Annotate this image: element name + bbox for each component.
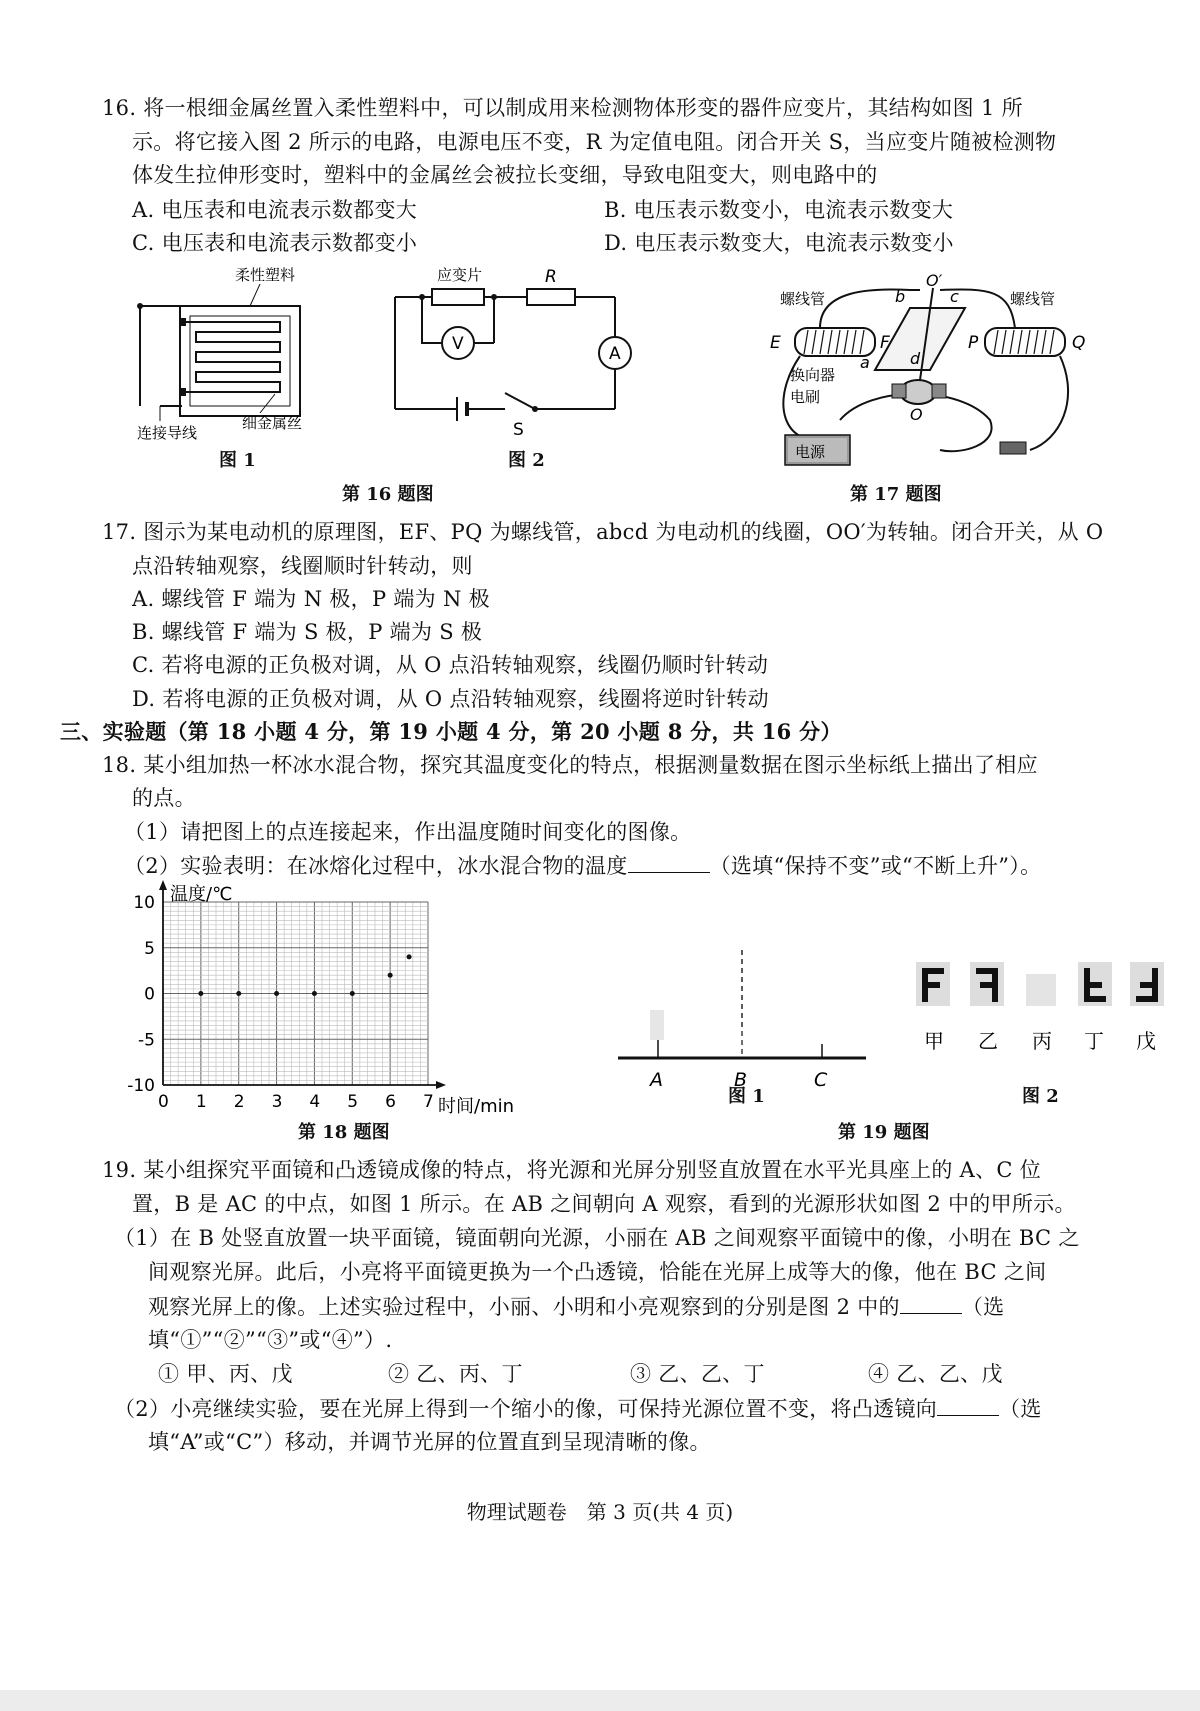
y-tick-label: -5: [138, 1030, 155, 1051]
q17-option-d: D. 若将电源的正负极对调，从 O 点沿转轴观察，线圈将逆时针转动: [132, 687, 769, 711]
x-axis-label: 时间/min: [438, 1096, 515, 1117]
q17-option-c: C. 若将电源的正负极对调，从 O 点沿转轴观察，线圈仍顺时针转动: [132, 653, 769, 677]
q16-stem-line1: 16. 将一根细金属丝置入柔性塑料中，可以制成用来检测物体形变的器件应变片，其结构如图 1 所: [102, 96, 1023, 120]
q16-stem-line2: 示。将它接入图 2 所示的电路，电源电压不变，R 为定值电阻。闭合开关 S，当应变片随被检测物: [132, 130, 1057, 154]
q19-choice-3: ③ 乙、乙、丁: [630, 1362, 765, 1386]
q19-part1-line4: 填“①”“②”“③”或“④”）.: [148, 1328, 393, 1352]
q19-part1-answer-blank[interactable]: [900, 1291, 962, 1314]
fig19-caption: 第 19 题图: [838, 1122, 930, 1143]
fig17-caption: 第 17 题图: [850, 484, 942, 505]
label-commutator: 换向器: [790, 366, 836, 384]
q18-part2-text-b: （选填“保持不变”或“不断上升”）。: [709, 854, 1042, 878]
label-d: d: [910, 349, 921, 368]
fig18-caption: 第 18 题图: [298, 1122, 390, 1143]
label-q: Q: [1072, 333, 1086, 353]
q19-choice-2: ② 乙、丙、丁: [388, 1362, 523, 1386]
label-switch-s: S: [513, 420, 524, 440]
shape-ding-icon: [1078, 962, 1112, 1006]
label-position-b: B: [734, 1069, 748, 1091]
label-e: E: [770, 333, 781, 353]
image-shapes-figure: [908, 960, 1168, 1080]
temperature-time-chart: [115, 880, 545, 1120]
shape-bing-icon: [1026, 974, 1056, 1006]
label-o-prime: O′: [926, 271, 943, 290]
label-coil-right: 螺线管: [1010, 290, 1056, 308]
fig16-2-caption: 图 2: [508, 450, 545, 471]
label-p: P: [968, 333, 979, 353]
fig19-2-caption: 图 2: [1022, 1086, 1059, 1107]
x-tick-label: 1: [195, 1092, 207, 1112]
label-strain-gauge: 应变片: [437, 266, 483, 284]
shape-jia-icon: [916, 962, 950, 1006]
page-footer: 物理试题卷 第 3 页(共 4 页): [466, 1500, 734, 1524]
q19-part2-line2: 填“A”或“C”）移动，并调节光屏的位置直到呈现清晰的像。: [148, 1430, 711, 1454]
q18-part2: [124, 850, 1041, 881]
label-brush: 电刷: [790, 388, 821, 406]
motor-diagram: [760, 271, 1090, 500]
x-tick-label: 3: [271, 1092, 283, 1112]
q17-stem-line2: 点沿转轴观察，线圈顺时针转动，则: [132, 554, 473, 578]
label-power-source: 电源: [795, 443, 826, 461]
shape-label-wu: 戊: [1136, 1029, 1156, 1053]
q19-choice-1: ① 甲、丙、戊: [158, 1362, 293, 1386]
shape-label-yi: 乙: [978, 1029, 998, 1053]
q19-stem-line2: 置，B 是 AC 的中点，如图 1 所示。在 AB 之间朝向 A 观察，看到的光源形状如图 2 中的甲所示。: [132, 1192, 1076, 1216]
data-point: [312, 991, 317, 996]
label-metal-wire: 细金属丝: [242, 414, 303, 432]
data-point: [274, 991, 279, 996]
data-point: [388, 973, 393, 978]
x-tick-label: 6: [385, 1092, 396, 1112]
q19-part2-line1-tail: （选: [999, 1397, 1042, 1421]
fig16-1-caption: 图 1: [219, 450, 256, 471]
label-position-c: C: [814, 1069, 828, 1091]
x-tick-label: 7: [423, 1092, 434, 1112]
q16-option-c: C. 电压表和电流表示数都变小: [132, 231, 418, 255]
label-a: a: [860, 353, 870, 372]
data-point: [236, 991, 241, 996]
y-tick-label: 10: [133, 893, 155, 913]
shape-label-jia: 甲: [924, 1029, 944, 1053]
dashed-line-top: [740, 950, 746, 1030]
q16-option-b: B. 电压表示数变小，电流表示数变大: [604, 198, 954, 222]
x-tick-label: 0: [158, 1092, 169, 1112]
y-tick-label: 5: [144, 938, 155, 959]
q16-option-d: D. 电压表示数变大，电流表示数变小: [604, 231, 954, 255]
strain-gauge-circuit: [395, 265, 645, 465]
x-tick-label: 4: [309, 1092, 321, 1112]
shape-label-ding: 丁: [1084, 1029, 1104, 1053]
q19-stem-line1: 19. 某小组探究平面镜和凸透镜成像的特点，将光源和光屏分别竖直放置在水平光具座上的 A、C 位: [102, 1158, 1042, 1182]
q17-stem-line1: 17. 图示为某电动机的原理图，EF、PQ 为螺线管，abcd 为电动机的线圈，OO′为转轴。闭合开关，从 O: [102, 520, 1104, 544]
q19-part2-line1: [114, 1393, 1042, 1424]
section-3-heading: 三、实验题（第 18 小题 4 分，第 19 小题 4 分，第 20 小题 8 分，共 16 分）: [60, 719, 842, 744]
q19-part1-line3: [148, 1291, 1004, 1322]
y-axis-label: 温度/℃: [170, 884, 233, 905]
q17-option-a: A. 螺线管 F 端为 N 极，P 端为 N 极: [132, 587, 490, 611]
q19-part1-line3-tail: （选: [961, 1295, 1005, 1319]
q16-stem-line3: 体发生拉伸形变时，塑料中的金属丝会被拉长变细，导致电阻变大，则电路中的: [132, 163, 878, 187]
q19-part1-line1: （1）在 B 处竖直放置一块平面镜，镜面朝向光源，小丽在 AB 之间观察平面镜中的像，小明在 BC 之: [114, 1226, 1080, 1250]
y-tick-label: -10: [127, 1076, 155, 1096]
fig16-caption: 第 16 题图: [342, 484, 434, 505]
data-point: [407, 954, 412, 959]
data-point: [198, 991, 203, 996]
label-resistor-r: R: [545, 267, 557, 287]
shape-yi-icon: [970, 962, 1004, 1006]
q19-part1-line2: 间观察光屏。此后，小亮将平面镜更换为一个凸透镜，恰能在光屏上成等大的像，他在 BC 之间: [148, 1260, 1047, 1284]
q19-part1-line3-text: 观察光屏上的像。上述实验过程中，小丽、小明和小亮观察到的分别是图 2 中的: [148, 1295, 900, 1319]
voltmeter-symbol: V: [452, 334, 464, 354]
q19-part2-line1-text: （2）小亮继续实验，要在光屏上得到一个缩小的像，可保持光源位置不变，将凸透镜向: [114, 1397, 938, 1421]
x-tick-label: 2: [233, 1092, 245, 1112]
label-o: O: [910, 405, 923, 424]
q18-stem-line1: 18. 某小组加热一杯冰水混合物，探究其温度变化的特点，根据测量数据在图示坐标纸上描出了相应: [102, 753, 1038, 777]
q18-answer-blank[interactable]: [628, 850, 710, 873]
label-f: F: [880, 333, 890, 353]
q19-part2-answer-blank[interactable]: [937, 1393, 999, 1416]
shape-label-bing: 丙: [1032, 1029, 1052, 1053]
y-tick-label: 0: [144, 984, 155, 1005]
light-source-ghost: [650, 1010, 664, 1040]
label-b: b: [895, 287, 906, 306]
ammeter-symbol: A: [609, 344, 621, 364]
label-connecting-wire: 连接导线: [137, 424, 198, 442]
label-flexible-plastic: 柔性塑料: [235, 266, 296, 284]
y-axis-arrow: [159, 880, 167, 890]
q16-option-a: A. 电压表和电流表示数都变大: [132, 198, 418, 222]
x-axis-arrow: [436, 1081, 446, 1089]
x-tick-label: 5: [347, 1092, 359, 1112]
bottom-bar: [0, 1690, 1200, 1711]
label-coil-left: 螺线管: [780, 290, 826, 308]
label-position-a: A: [650, 1069, 663, 1091]
shape-wu-icon: [1130, 962, 1164, 1006]
fig19-1-caption: 图 1: [728, 1086, 765, 1107]
data-point: [350, 991, 355, 996]
q18-stem-line2: 的点。: [132, 786, 196, 810]
q18-part1: （1）请把图上的点连接起来，作出温度随时间变化的图像。: [124, 820, 692, 844]
q19-choice-4: ④ 乙、乙、戊: [868, 1362, 1003, 1386]
q18-part2-text-a: （2）实验表明：在冰熔化过程中，冰水混合物的温度: [124, 854, 628, 878]
q17-option-b: B. 螺线管 F 端为 S 极，P 端为 S 极: [132, 620, 483, 644]
label-c: c: [950, 287, 959, 306]
